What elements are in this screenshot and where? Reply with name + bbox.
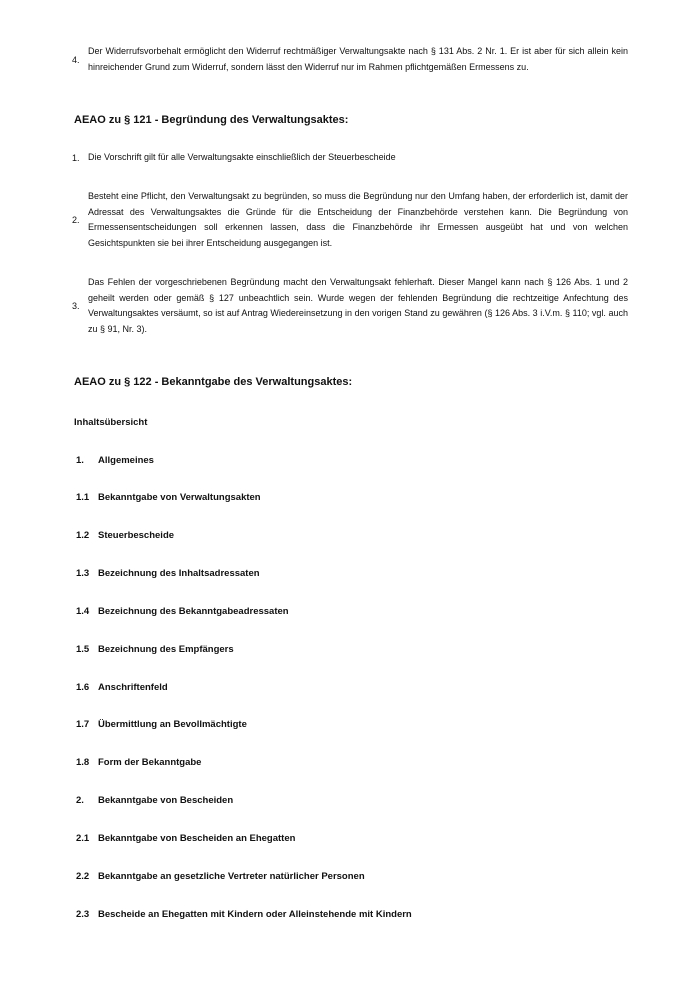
toc-entry (76, 682, 168, 693)
list-item (72, 44, 628, 75)
toc-label: Bekanntgabe von Verwaltungsakten (98, 492, 261, 503)
toc-entry (76, 492, 261, 503)
toc-label: Bekanntgabe von Bescheiden (98, 795, 234, 806)
toc-label: Anschriftenfeld (98, 682, 168, 693)
toc-title: Inhaltsübersicht (74, 417, 148, 428)
section-heading-121: AEAO zu § 121 - Begründung des Verwaltungsaktes: (74, 114, 349, 126)
toc-number: 1. (76, 455, 84, 466)
item-number: 4. (72, 54, 80, 65)
item-number: 2. (72, 215, 80, 225)
toc-entry (76, 871, 365, 882)
item-text: Besteht eine Pflicht, den Verwaltungsakt zu begründen, so muss die Begründung nur den Umfang haben, der erforderlich ist, damit der Adressat des Verwaltungsaktes die Gründe für die Entscheidung der Finanzbehörde verstehen kann. Die Begründung von Ermessensentscheidungen soll erkennen lassen, dass die Finanzbehörde ihr Ermessen ausgeübt hat und von welchen Gesichtspunkten sie bei ihrer Entscheidung ausgegangen ist. (88, 191, 628, 248)
toc-number: 2.1 (76, 833, 90, 844)
toc-entry (76, 568, 260, 579)
list-item (72, 150, 628, 166)
toc-number: 2. (76, 795, 84, 806)
toc-number: 1.3 (76, 568, 90, 579)
toc-number: 2.3 (76, 909, 90, 920)
toc-number: 2.2 (76, 871, 90, 882)
toc-entry (76, 455, 154, 466)
toc-entry (76, 757, 201, 768)
toc-number: 1.2 (76, 530, 90, 541)
item-text: Die Vorschrift gilt für alle Verwaltungsakte einschließlich der Steuerbescheide (88, 152, 396, 162)
toc-entry (76, 606, 289, 617)
toc-number: 1.1 (76, 492, 90, 503)
toc-number: 1.8 (76, 757, 90, 768)
toc-entry (76, 530, 174, 541)
section-heading-122: AEAO zu § 122 - Bekanntgabe des Verwaltungsaktes: (74, 376, 353, 388)
item-text: Das Fehlen der vorgeschriebenen Begründung macht den Verwaltungsakt fehlerhaft. Dieser Mangel kann nach § 126 Abs. 1 und 2 geheilt werden oder gemäß § 127 unbeachtlich sein. Wurde wegen der fehlenden Begründung die rechtzeitige Anfechtung des Verwaltungsaktes versäumt, so ist auf Antrag Wiedereinsetzung in den vorigen Stand zu gewähren (§ 126 Abs. 3 i.V.m. § 110; vgl. auch zu § 91, Nr. 3). (88, 277, 628, 334)
toc-entry (76, 833, 295, 844)
toc-label: Bezeichnung des Empfängers (98, 644, 234, 655)
toc-label: Übermittlung an Bevollmächtigte (98, 719, 247, 730)
toc-label: Bezeichnung des Inhaltsadressaten (98, 568, 260, 579)
toc-entry (76, 795, 233, 806)
item-number: 1. (72, 152, 80, 163)
toc-label: Bezeichnung des Bekanntgabeadressaten (98, 606, 289, 617)
toc-number: 1.5 (76, 644, 90, 655)
toc-label: Allgemeines (98, 455, 154, 466)
item-number: 3. (72, 301, 80, 311)
toc-label: Bekanntgabe von Bescheiden an Ehegatten (98, 833, 296, 844)
list-item (72, 275, 628, 337)
item-text: Der Widerrufsvorbehalt ermöglicht den Widerruf rechtmäßiger Verwaltungsakte nach § 131 Abs. 2 Nr. 1. Er ist aber für sich allein kein hinreichender Grund zum Widerruf, sondern lässt den Widerruf nur im Rahmen pflichtgemäßen Ermessens zu. (88, 46, 628, 72)
toc-entry (76, 719, 247, 730)
toc-entry (76, 909, 412, 920)
toc-label: Bescheide an Ehegatten mit Kindern oder Alleinstehende mit Kindern (98, 909, 412, 920)
toc-label: Steuerbescheide (98, 530, 175, 541)
toc-number: 1.4 (76, 606, 90, 617)
toc-entry (76, 644, 234, 655)
toc-number: 1.6 (76, 682, 90, 693)
toc-label: Bekanntgabe an gesetzliche Vertreter natürlicher Personen (98, 871, 365, 882)
toc-label: Form der Bekanntgabe (98, 757, 202, 768)
toc-number: 1.7 (76, 719, 90, 730)
list-item (72, 189, 628, 251)
